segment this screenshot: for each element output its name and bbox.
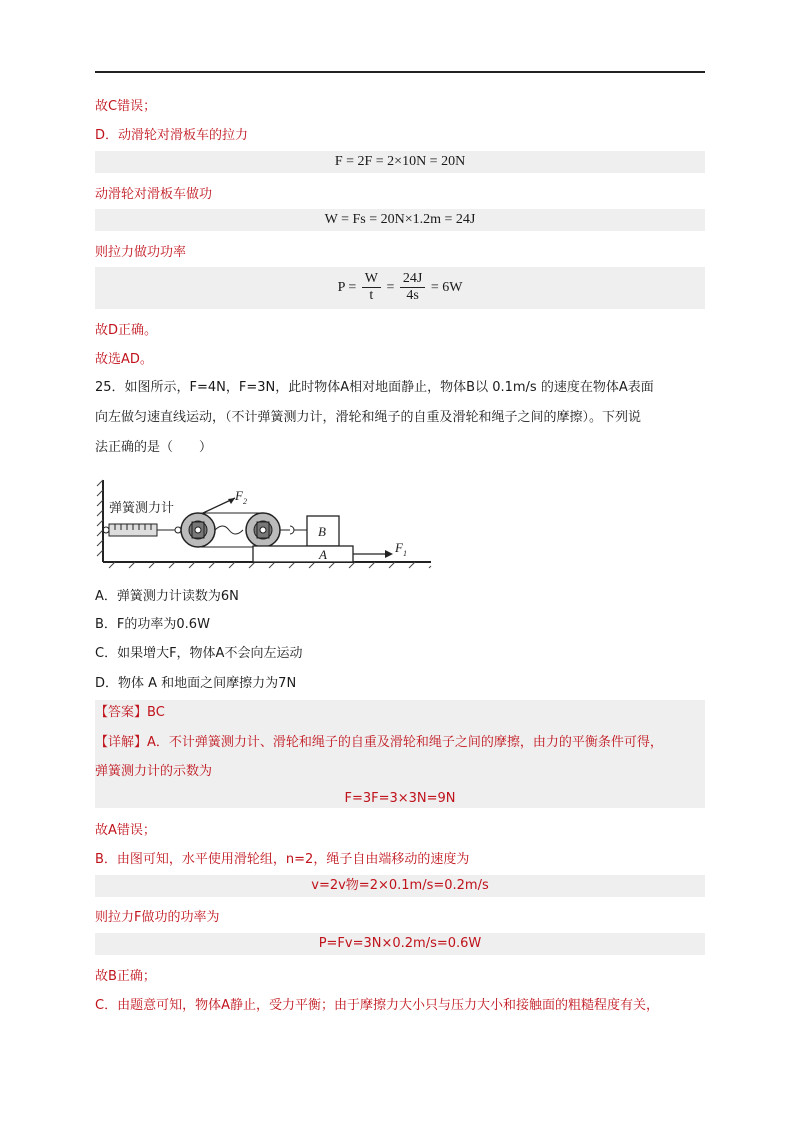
option-c: C．如果增大F，物体A不会向左运动 (95, 646, 303, 661)
pulley-1-axle (195, 527, 201, 533)
fraction-numerator: W (362, 271, 381, 288)
equals-sign: = (386, 280, 395, 295)
formula-6: P=Fv=3N×0.2m/s=0.6W (318, 936, 482, 951)
formula-5: v=2v物=2×0.1m/s=0.2m/s (311, 878, 489, 893)
d-work-text: 动滑轮对滑板车做功 (95, 187, 213, 202)
option-a: A．弹簧测力计读数为6N (95, 589, 239, 604)
link-rope (215, 526, 243, 534)
fraction-numerator: 24J (400, 271, 425, 288)
c-wrong-text: 故C错误； (95, 99, 157, 114)
question-25-line-1: 25．如图所示，F=4N，F=3N，此时物体A相对地面静止，物体B以 0.1m/s 的速度在物体A表面 (95, 380, 654, 395)
option-d: D．物体 A 和地面之间摩擦力为7N (95, 676, 297, 691)
c-text: C．由题意可知，物体A静止，受力平衡；由于摩擦力大小只与压力大小和接触面的粗糙程度有关， (95, 998, 659, 1013)
fraction-denominator: 4s (406, 288, 419, 304)
d-right-text: 故D正确。 (95, 323, 158, 338)
question-25-line-2: 向左做匀速直线运动，（不计弹簧测力计，滑轮和绳子的自重及滑轮和绳子之间的摩擦）。下列说 (95, 410, 642, 425)
d-power-text: 则拉力做功功率 (95, 245, 187, 260)
block-a-label: A (319, 547, 327, 562)
formula-3-rhs: = 6W (430, 280, 463, 295)
pulley-2-hook (290, 526, 294, 534)
option-b: B．F的功率为0.6W (95, 617, 210, 632)
formula-2: W = Fs = 20N×1.2m = 24J (324, 212, 476, 227)
f2-label: $F_2$ (235, 488, 247, 506)
choose-text: 故选AD。 (95, 352, 153, 367)
formula-3-lhs: P = (337, 280, 357, 295)
f1-arrow-head (385, 550, 393, 558)
spring-scale-label: 弹簧测力计 (109, 501, 175, 516)
detail-line-2: 弹簧测力计的示数为 (95, 764, 213, 779)
header-rule (95, 71, 705, 73)
pulley-diagram (95, 478, 435, 570)
question-25-line-3: 法正确的是（ ） (95, 440, 213, 455)
fraction-w-over-t (362, 271, 381, 304)
formula-3 (95, 270, 705, 306)
scale-hook (175, 527, 181, 533)
b-power-text: 则拉力F做功的功率为 (95, 910, 220, 925)
d-title: D．动滑轮对滑板车的拉力 (95, 128, 249, 143)
answer-text: 【答案】BC (95, 705, 165, 720)
b-right-text: 故B正确； (95, 969, 156, 984)
formula-4: F=3F=3×3N=9N (344, 791, 456, 806)
a-wrong-text: 故A错误； (95, 823, 156, 838)
pulley-2-axle (260, 527, 266, 533)
fraction-24j-over-4s (400, 271, 425, 304)
b-text: B．由图可知，水平使用滑轮组，n=2，绳子自由端移动的速度为 (95, 852, 470, 867)
block-a (253, 546, 353, 562)
detail-line-1: 【详解】A．不计弹簧测力计、滑轮和绳子的自重及滑轮和绳子之间的摩擦，由力的平衡条件可得， (95, 735, 663, 750)
f1-label: $F_1$ (395, 540, 407, 558)
block-b-label: B (318, 524, 326, 539)
fraction-denominator: t (369, 288, 374, 304)
formula-1: F = 2F = 2×10N = 20N (334, 154, 466, 169)
